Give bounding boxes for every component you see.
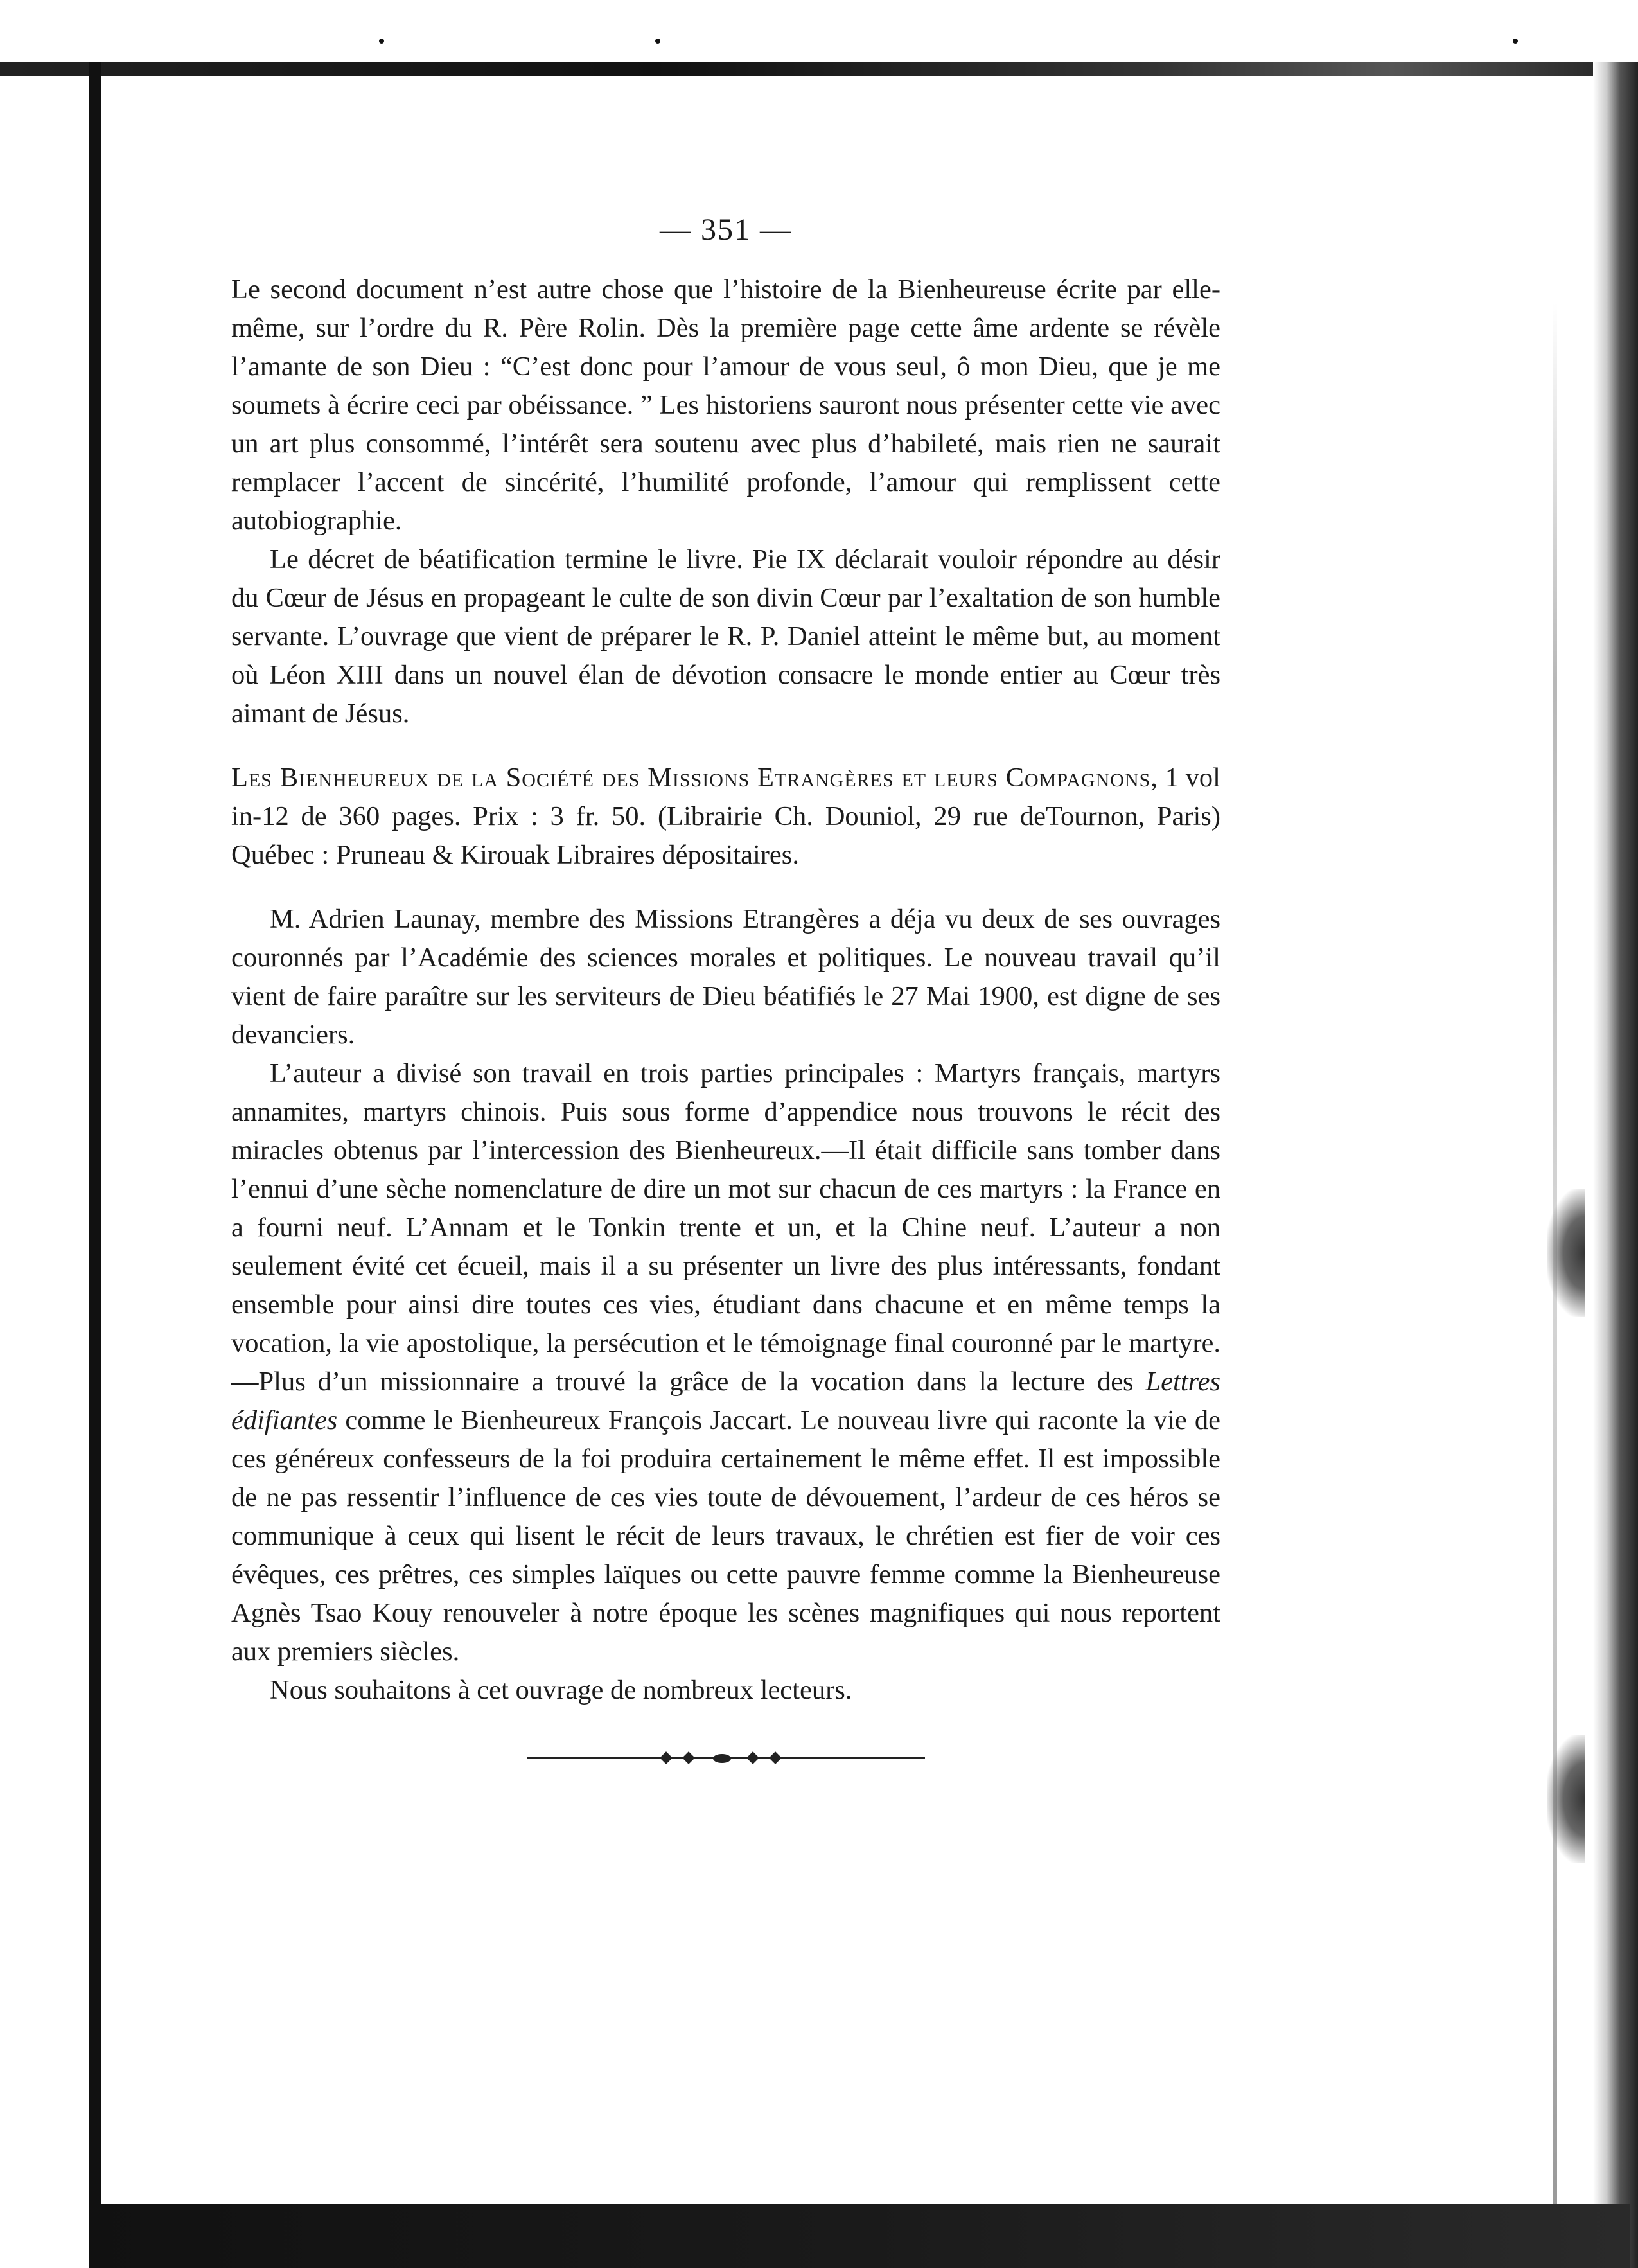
scan-border-right <box>1593 62 1638 2268</box>
review2-paragraph-2-part-b: comme le Bienheureux François Jaccart. Le nouveau livre qui raconte la vie de ces généreux confesseurs de la foi produira certainement le même effet. Il est impossible de ne pas ressentir l’influence de ces vies toute de dévouement, l’ardeur de ces héros se communique à ceux qui lisent le récit de leurs travaux, le chrétien est fier de voir ces évêques, ces prêtres, ces simples laïques ou cette pauvre femme comme la Bienheureuse Agnès Tsao Kouy renouveler à notre époque les scènes magnifiques qui nous reportent aux premiers siècles. <box>231 1405 1221 1667</box>
review2-paragraph-3: Nous souhaitons à cet ouvrage de nombreux lecteurs. <box>270 1675 852 1705</box>
italic-book-title: Lettres édifiantes <box>231 1367 1220 1435</box>
scan-border-bottom <box>89 2204 1630 2268</box>
scan-speck <box>379 39 384 44</box>
book-entry-heading <box>231 759 1220 874</box>
page-number: — 351 — <box>660 213 792 247</box>
review2-paragraph-1: M. Adrien Launay, membre des Missions Etrangères a déja vu deux de ses ouvrages couronnés par l’Académie des sciences morales et politiques. Le nouveau travail qu’il vient de faire paraître sur les serviteurs de Dieu béatifiés le 27 Mai 1900, est digne de ses devanciers. <box>231 904 1220 1050</box>
review1-paragraph-1: Le second document n’est autre chose que l’histoire de la Bienheureuse écrite par elle-même, sur l’ordre du R. Père Rolin. Dès la première page cette âme ardente se révèle l’amante de son Dieu : “C’est donc pour l’amour de vous seul, ô mon Dieu, que je me soumets à écrire ceci par obéissance. ” Les historiens sauront nous présenter cette vie avec un art plus consommé, l’intérêt sera soutenu avec plus d’habileté, mais rien ne saurait remplacer l’accent de sincérité, l’humilité profonde, l’amour qui remplissent cette autobiographie. <box>231 274 1220 536</box>
book-title: Les Bienheureux de la Société des Missions Etrangères et leurs Compagnons, <box>231 763 1158 793</box>
scan-ink-smudge <box>1547 1735 1585 1863</box>
end-ornament <box>527 1748 925 1767</box>
scan-ink-smudge <box>1547 1189 1585 1317</box>
review2-paragraph-2 <box>231 1054 1220 1671</box>
scan-border-top <box>0 62 1638 76</box>
review1-paragraph-2: Le décret de béatification termine le livre. Pie IX déclarait vouloir répondre au désir du Cœur de Jésus en propageant le culte de son divin Cœur par l’exaltation de son humble servante. L’ouvrage que vient de préparer le R. P. Daniel atteint le même but, au moment où Léon XIII dans un nouvel élan de dévotion consacre le monde entier au Cœur très aimant de Jésus. <box>231 544 1220 729</box>
scan-speck <box>1513 39 1518 44</box>
scan-speck <box>655 39 660 44</box>
scan-border-left <box>89 62 101 2268</box>
review2-paragraph-2-part-a: L’auteur a divisé son travail en trois parties principales : Martyrs français, martyrs annamites, martyrs chinois. Puis sous forme d’appendice nous trouvons le récit des miracles obtenus par l’intercession des Bienheureux.—Il était difficile sans tomber dans l’ennui d’une sèche nomenclature de dire un mot sur chacun de ces martyrs : la France en a fourni neuf. L’Annam et le Tonkin trente et un, et la Chine neuf. L’auteur a non seulement évité cet écueil, mais il a su présenter un livre des plus intéressants, fondant ensemble pour ainsi dire toutes ces vies, étudiant dans chacune et en même temps la vocation, la vie apostolique, la persécution et le témoignage final couronné par le martyre.—Plus d’un missionnaire a trouvé la grâce de la vocation dans la lecture des <box>231 1058 1220 1397</box>
book-publication-details: 1 vol in-12 de 360 pages. Prix : 3 fr. 50. (Librairie Ch. Douniol, 29 rue deTournon, Paris) Québec : Pruneau & Kirouak Libraires dépositaires. <box>231 763 1220 870</box>
page-body <box>231 212 1220 1767</box>
